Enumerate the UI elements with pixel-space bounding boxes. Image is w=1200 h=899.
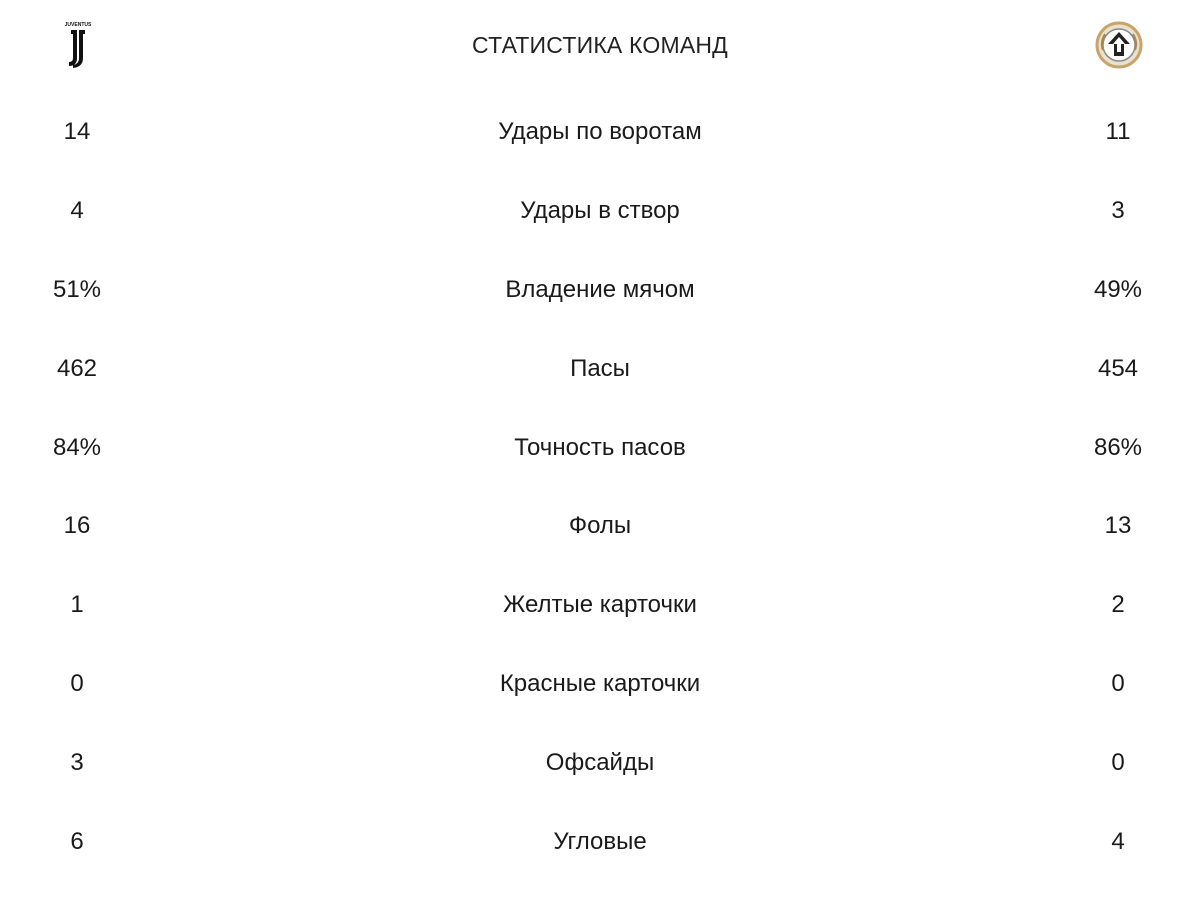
stat-row-pass-accuracy [0, 428, 1200, 468]
stats-header [0, 0, 1200, 92]
stat-row-passes [0, 349, 1200, 389]
away-stat-value: 13 [1104, 512, 1132, 539]
away-team-logo [1094, 20, 1144, 70]
stat-row-yellow-cards [0, 585, 1200, 625]
stat-label: Офсайды [545, 749, 655, 776]
away-stat-value: 86% [1093, 434, 1143, 461]
home-stat-value: 462 [56, 355, 98, 382]
stat-row-red-cards [0, 664, 1200, 704]
stat-row-fouls [0, 506, 1200, 546]
home-stat-value: 16 [63, 512, 91, 539]
udinese-crest-icon [1094, 20, 1144, 70]
home-stat-value: 51% [52, 276, 102, 303]
home-stat-value: 6 [70, 828, 84, 855]
home-stat-value: 14 [63, 118, 91, 145]
stat-label: Желтые карточки [503, 591, 697, 618]
stats-title: СТАТИСТИКА КОМАНД [472, 32, 728, 58]
away-stat-value: 2 [1111, 591, 1125, 618]
stat-label: Удары в створ [520, 197, 680, 224]
away-stat-value: 454 [1097, 355, 1139, 382]
stat-row-shots [0, 112, 1200, 152]
stat-row-corners [0, 822, 1200, 862]
home-stat-value: 4 [70, 197, 84, 224]
stat-label: Удары по воротам [498, 118, 702, 145]
home-stat-value: 1 [70, 591, 84, 618]
away-stat-value: 0 [1111, 749, 1125, 776]
stat-label: Фолы [568, 512, 632, 539]
away-stat-value: 3 [1111, 197, 1125, 224]
away-stat-value: 4 [1111, 828, 1125, 855]
home-team-logo [53, 20, 103, 70]
away-stat-value: 49% [1093, 276, 1143, 303]
stat-label: Красные карточки [499, 670, 701, 697]
juventus-logo-icon [58, 20, 98, 70]
home-stat-value: 0 [70, 670, 84, 697]
juventus-wordmark: JUVENTUS [64, 22, 92, 28]
away-stat-value: 11 [1105, 118, 1131, 145]
away-stat-value: 0 [1111, 670, 1125, 697]
stat-row-shots-on-target [0, 191, 1200, 231]
stat-label: Владение мячом [505, 276, 695, 303]
stat-row-possession [0, 270, 1200, 310]
stat-row-offsides [0, 743, 1200, 783]
stat-label: Точность пасов [514, 434, 686, 461]
stat-label: Угловые [553, 828, 647, 855]
home-stat-value: 3 [70, 749, 84, 776]
stat-label: Пасы [570, 355, 630, 382]
home-stat-value: 84% [52, 434, 102, 461]
